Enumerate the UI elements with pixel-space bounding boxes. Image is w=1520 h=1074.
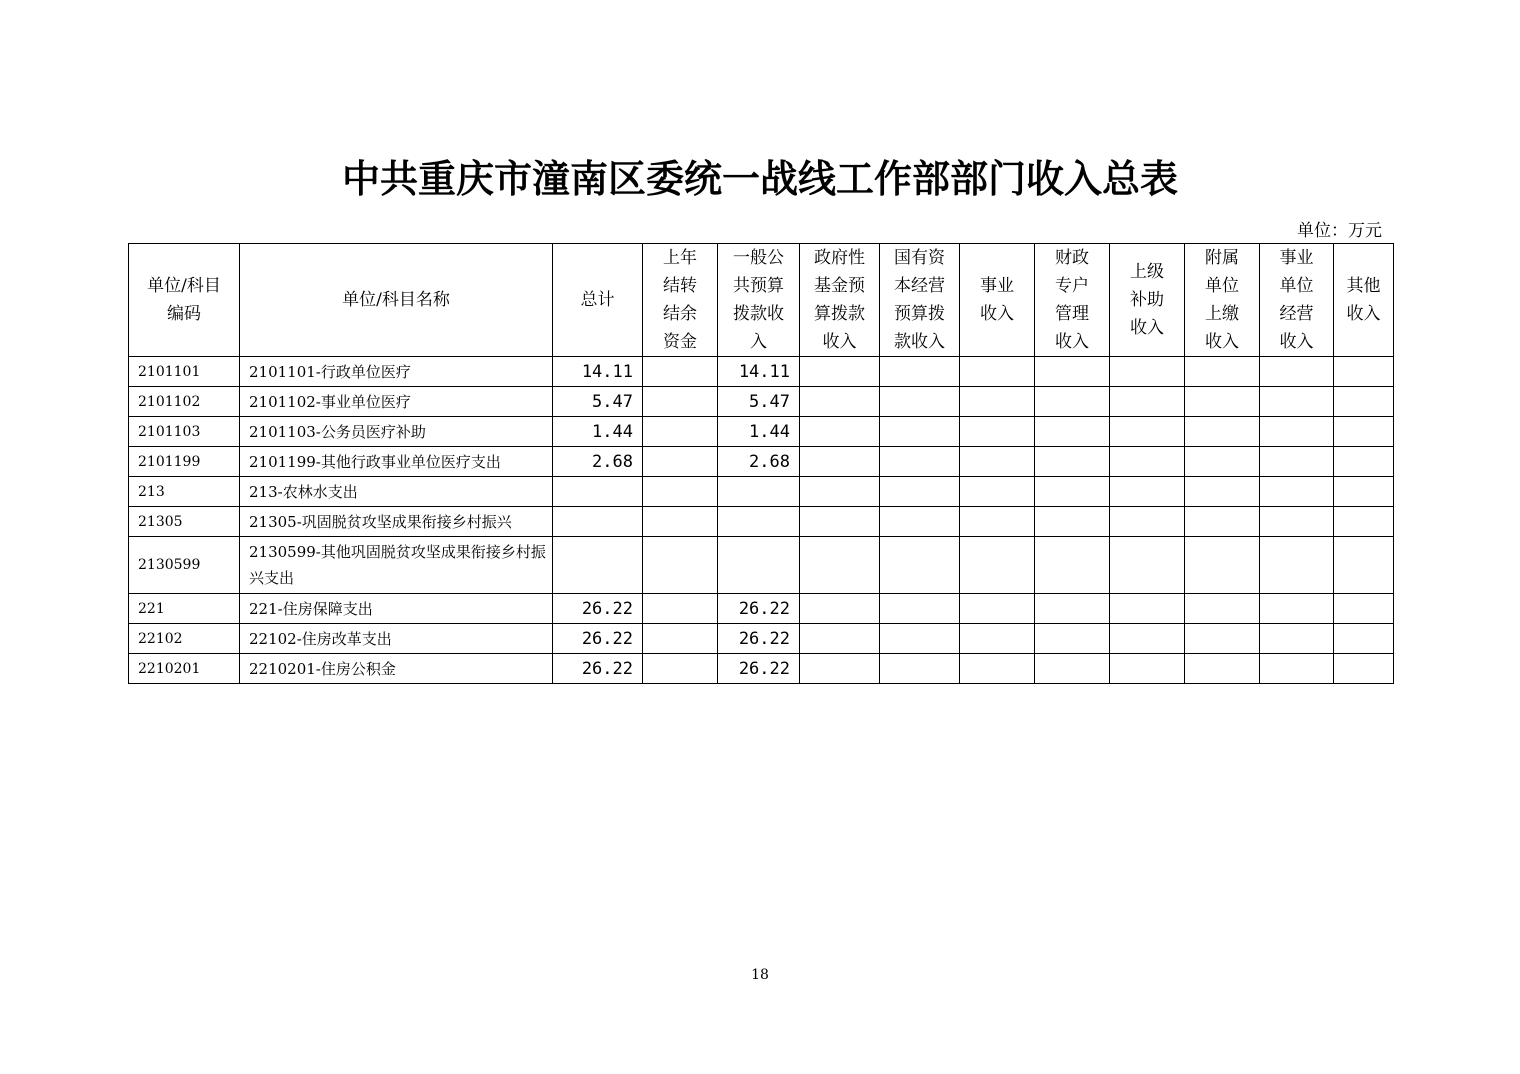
row-total-cell: 26.22 — [553, 624, 643, 654]
col-header-gov-fund: 政府性基金预算拨款收入 — [800, 244, 880, 357]
row-empty-cell — [800, 357, 880, 387]
income-summary-table — [128, 243, 1394, 684]
row-total-cell: 26.22 — [553, 654, 643, 684]
row-empty-cell — [1185, 537, 1260, 594]
row-empty-cell — [1334, 477, 1394, 507]
row-empty-cell — [1334, 387, 1394, 417]
row-empty-cell — [1035, 624, 1110, 654]
row-general-budget-cell: 26.22 — [718, 594, 800, 624]
row-total-cell: 2.68 — [553, 447, 643, 477]
row-empty-cell — [1110, 477, 1185, 507]
row-empty-cell — [1334, 594, 1394, 624]
row-empty-cell — [1334, 447, 1394, 477]
page-number: 18 — [751, 967, 769, 983]
table-row — [129, 507, 1394, 537]
row-total-cell — [553, 507, 643, 537]
row-empty-cell — [1185, 417, 1260, 447]
col-header-general-budget: 一般公共预算拨款收入 — [718, 244, 800, 357]
row-empty-cell — [800, 477, 880, 507]
row-empty-cell — [880, 417, 960, 447]
row-empty-cell — [1185, 447, 1260, 477]
row-empty-cell — [1035, 654, 1110, 684]
row-code-cell: 2101102 — [129, 387, 240, 417]
row-empty-cell — [1110, 624, 1185, 654]
row-name-cell: 2101103-公务员医疗补助 — [240, 417, 553, 447]
row-carryover-cell — [643, 417, 718, 447]
row-general-budget-cell — [718, 537, 800, 594]
row-carryover-cell — [643, 507, 718, 537]
row-empty-cell — [1185, 387, 1260, 417]
row-empty-cell — [880, 357, 960, 387]
row-empty-cell — [960, 387, 1035, 417]
col-header-carryover: 上年结转结余资金 — [643, 244, 718, 357]
row-empty-cell — [800, 507, 880, 537]
row-empty-cell — [1334, 537, 1394, 594]
row-empty-cell — [800, 537, 880, 594]
row-name-cell: 21305-巩固脱贫攻坚成果衔接乡村振兴 — [240, 507, 553, 537]
row-code-cell: 2101103 — [129, 417, 240, 447]
row-carryover-cell — [643, 357, 718, 387]
row-empty-cell — [960, 447, 1035, 477]
row-empty-cell — [1260, 624, 1334, 654]
row-empty-cell — [880, 537, 960, 594]
row-empty-cell — [880, 594, 960, 624]
row-empty-cell — [1334, 624, 1394, 654]
row-empty-cell — [1035, 507, 1110, 537]
row-empty-cell — [1110, 447, 1185, 477]
row-empty-cell — [1035, 357, 1110, 387]
table-row — [129, 537, 1394, 594]
row-empty-cell — [1185, 624, 1260, 654]
row-empty-cell — [1035, 387, 1110, 417]
row-carryover-cell — [643, 624, 718, 654]
row-empty-cell — [1260, 477, 1334, 507]
row-empty-cell — [1110, 417, 1185, 447]
table-row — [129, 654, 1394, 684]
row-empty-cell — [800, 417, 880, 447]
row-empty-cell — [1334, 654, 1394, 684]
row-empty-cell — [1185, 654, 1260, 684]
row-empty-cell — [880, 507, 960, 537]
col-header-superior-subsidy: 上级补助收入 — [1110, 244, 1185, 357]
table-row — [129, 357, 1394, 387]
row-empty-cell — [1185, 507, 1260, 537]
row-total-cell: 14.11 — [553, 357, 643, 387]
row-total-cell — [553, 537, 643, 594]
row-general-budget-cell: 2.68 — [718, 447, 800, 477]
row-code-cell: 2101101 — [129, 357, 240, 387]
row-name-cell: 2130599-其他巩固脱贫攻坚成果衔接乡村振兴支出 — [240, 537, 553, 594]
col-header-special-account: 财政专户管理收入 — [1035, 244, 1110, 357]
row-empty-cell — [1260, 357, 1334, 387]
row-empty-cell — [960, 507, 1035, 537]
page-title: 中共重庆市潼南区委统一战线工作部部门收入总表 — [341, 156, 1178, 201]
row-empty-cell — [960, 357, 1035, 387]
row-name-cell: 2210201-住房公积金 — [240, 654, 553, 684]
row-name-cell: 2101101-行政单位医疗 — [240, 357, 553, 387]
row-empty-cell — [880, 654, 960, 684]
table-row — [129, 417, 1394, 447]
col-header-affiliated-payment: 附属单位上缴收入 — [1185, 244, 1260, 357]
row-empty-cell — [1334, 507, 1394, 537]
col-header-business-income: 事业收入 — [960, 244, 1035, 357]
row-carryover-cell — [643, 594, 718, 624]
row-empty-cell — [800, 594, 880, 624]
row-empty-cell — [1260, 417, 1334, 447]
row-empty-cell — [960, 624, 1035, 654]
row-empty-cell — [1110, 357, 1185, 387]
row-name-cell: 2101102-事业单位医疗 — [240, 387, 553, 417]
row-empty-cell — [1035, 537, 1110, 594]
row-code-cell: 221 — [129, 594, 240, 624]
col-header-state-capital: 国有资本经营预算拨款收入 — [880, 244, 960, 357]
row-code-cell: 213 — [129, 477, 240, 507]
row-empty-cell — [1035, 447, 1110, 477]
row-empty-cell — [1110, 594, 1185, 624]
row-general-budget-cell: 26.22 — [718, 624, 800, 654]
row-carryover-cell — [643, 654, 718, 684]
row-general-budget-cell — [718, 507, 800, 537]
row-empty-cell — [800, 654, 880, 684]
row-total-cell: 5.47 — [553, 387, 643, 417]
row-empty-cell — [1334, 417, 1394, 447]
row-total-cell: 26.22 — [553, 594, 643, 624]
row-code-cell: 21305 — [129, 507, 240, 537]
row-code-cell: 22102 — [129, 624, 240, 654]
row-empty-cell — [1110, 654, 1185, 684]
row-general-budget-cell: 14.11 — [718, 357, 800, 387]
row-empty-cell — [1035, 417, 1110, 447]
row-empty-cell — [960, 594, 1035, 624]
row-empty-cell — [1185, 594, 1260, 624]
table-header-row — [129, 244, 1394, 357]
row-name-cell: 221-住房保障支出 — [240, 594, 553, 624]
row-empty-cell — [880, 624, 960, 654]
col-header-other-income: 其他收入 — [1334, 244, 1394, 357]
col-header-name: 单位/科目名称 — [240, 244, 553, 357]
row-general-budget-cell — [718, 477, 800, 507]
col-header-operating-income: 事业单位经营收入 — [1260, 244, 1334, 357]
row-empty-cell — [1110, 537, 1185, 594]
row-empty-cell — [800, 624, 880, 654]
row-name-cell: 22102-住房改革支出 — [240, 624, 553, 654]
row-empty-cell — [960, 654, 1035, 684]
row-empty-cell — [960, 417, 1035, 447]
row-carryover-cell — [643, 537, 718, 594]
row-carryover-cell — [643, 447, 718, 477]
row-name-cell: 2101199-其他行政事业单位医疗支出 — [240, 447, 553, 477]
row-empty-cell — [1185, 357, 1260, 387]
row-empty-cell — [1260, 537, 1334, 594]
row-empty-cell — [1260, 654, 1334, 684]
row-empty-cell — [800, 447, 880, 477]
row-empty-cell — [1260, 594, 1334, 624]
row-empty-cell — [800, 387, 880, 417]
row-empty-cell — [880, 387, 960, 417]
row-carryover-cell — [643, 387, 718, 417]
row-carryover-cell — [643, 477, 718, 507]
row-empty-cell — [1110, 387, 1185, 417]
row-empty-cell — [1035, 594, 1110, 624]
row-empty-cell — [960, 477, 1035, 507]
table-row — [129, 477, 1394, 507]
row-total-cell: 1.44 — [553, 417, 643, 447]
row-empty-cell — [1035, 477, 1110, 507]
row-empty-cell — [1185, 477, 1260, 507]
row-empty-cell — [1260, 507, 1334, 537]
col-header-code: 单位/科目编码 — [129, 244, 240, 357]
table-row — [129, 594, 1394, 624]
row-code-cell: 2101199 — [129, 447, 240, 477]
row-code-cell: 2130599 — [129, 537, 240, 594]
row-name-cell: 213-农林水支出 — [240, 477, 553, 507]
row-empty-cell — [880, 447, 960, 477]
row-code-cell: 2210201 — [129, 654, 240, 684]
row-general-budget-cell: 5.47 — [718, 387, 800, 417]
unit-label: 单位：万元 — [1297, 221, 1382, 241]
row-empty-cell — [960, 537, 1035, 594]
row-general-budget-cell: 1.44 — [718, 417, 800, 447]
table-row — [129, 387, 1394, 417]
row-empty-cell — [1260, 387, 1334, 417]
table-row — [129, 624, 1394, 654]
row-empty-cell — [1334, 357, 1394, 387]
row-total-cell — [553, 477, 643, 507]
row-empty-cell — [1110, 507, 1185, 537]
row-empty-cell — [1260, 447, 1334, 477]
table-row — [129, 447, 1394, 477]
col-header-total: 总计 — [553, 244, 643, 357]
row-general-budget-cell: 26.22 — [718, 654, 800, 684]
row-empty-cell — [880, 477, 960, 507]
